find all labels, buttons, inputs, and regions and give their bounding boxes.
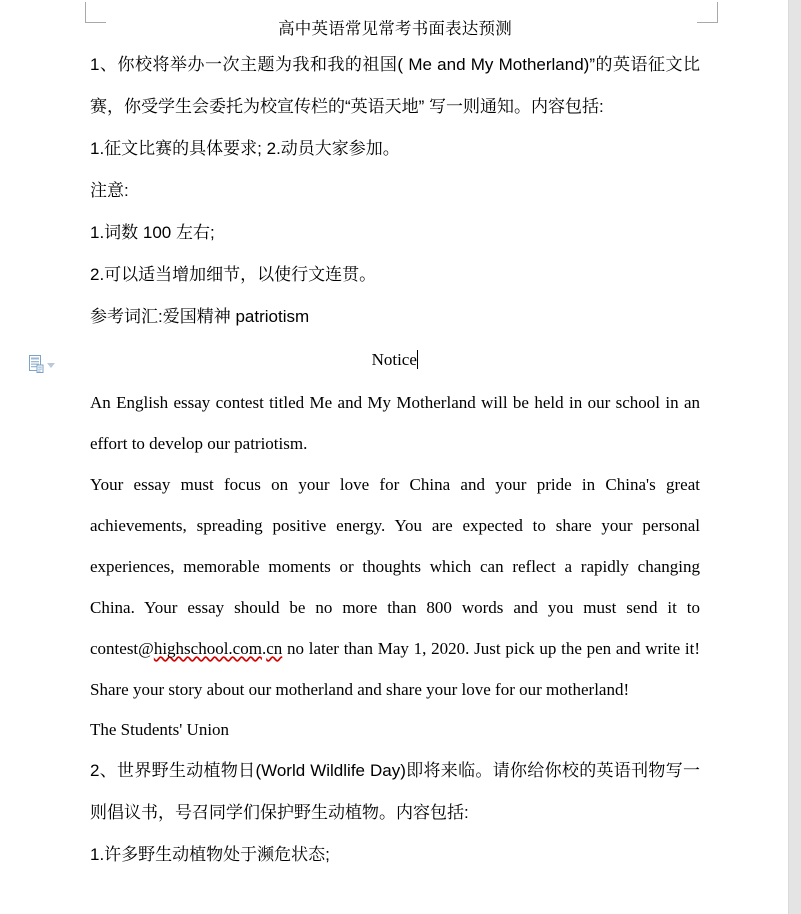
notice-heading-text: Notice [371,350,417,369]
paste-options-button[interactable] [29,355,55,373]
spellcheck-error-domain: highschool.com [153,639,262,658]
note-word-count: 1.词数 100 左右; [90,223,215,242]
glossary-line: 参考词汇:爱国精神 patriotism [90,307,310,326]
notice-heading[interactable] [90,338,700,382]
note-add-details: 2.可以适当增加细节，以使行文连贯。 [90,265,377,284]
paste-clipboard-icon [29,355,44,373]
answer-paragraph-2 [90,464,700,710]
prompt-2-item-1: 1.许多野生动植物处于濒危状态; [90,845,330,864]
answer-signature: The Students' Union [90,720,230,739]
prompt-1-requirements: 1.征文比赛的具体要求; 2.动员大家参加。 [90,139,400,158]
answer-paragraph-2-part-1: Your essay must focus on your love for China and your pride in China's great achievements, spreading positive energy. You are expected to share your personal experiences, memorable moments or thoughts which can reflect a rapidly changing China. Your essay should be no more than 800 words and you must send it to contest@ [90,475,700,658]
answer-paragraph-2-part-2: no later than May 1, 2020. Just pick up the pen and write it! Share your story about our motherland and share your love for our motherland! [90,639,700,699]
prompt-1-statement: 1、你校将举办一次主题为我和我的祖国( Me and My Motherland)”的英语征文比赛，你受学生会委托为校宣传栏的“英语天地” 写一则通知。内容包括: [90,55,700,116]
prompt-2-statement: 2、世界野生动植物日(World Wildlife Day)即将来临。请你给你校的英语刊物写一则倡议书，号召同学们保护野生动植物。内容包括: [90,761,700,822]
text-column[interactable] [90,14,700,876]
answer-paragraph-1: An English essay contest titled Me and My Motherland will be held in our school in an effort to develop our patriotism. [90,393,700,453]
text-boundary-mark-top-right [697,2,718,23]
email-dot-separator: . [261,639,267,658]
document-title: 高中英语常见常考书面表达预测 [278,20,512,38]
page-gutter-right [788,0,801,914]
text-caret [417,350,419,369]
spellcheck-error-tld: cn [266,639,283,658]
chevron-down-icon[interactable] [47,363,55,368]
notes-label: 注意: [90,181,129,200]
